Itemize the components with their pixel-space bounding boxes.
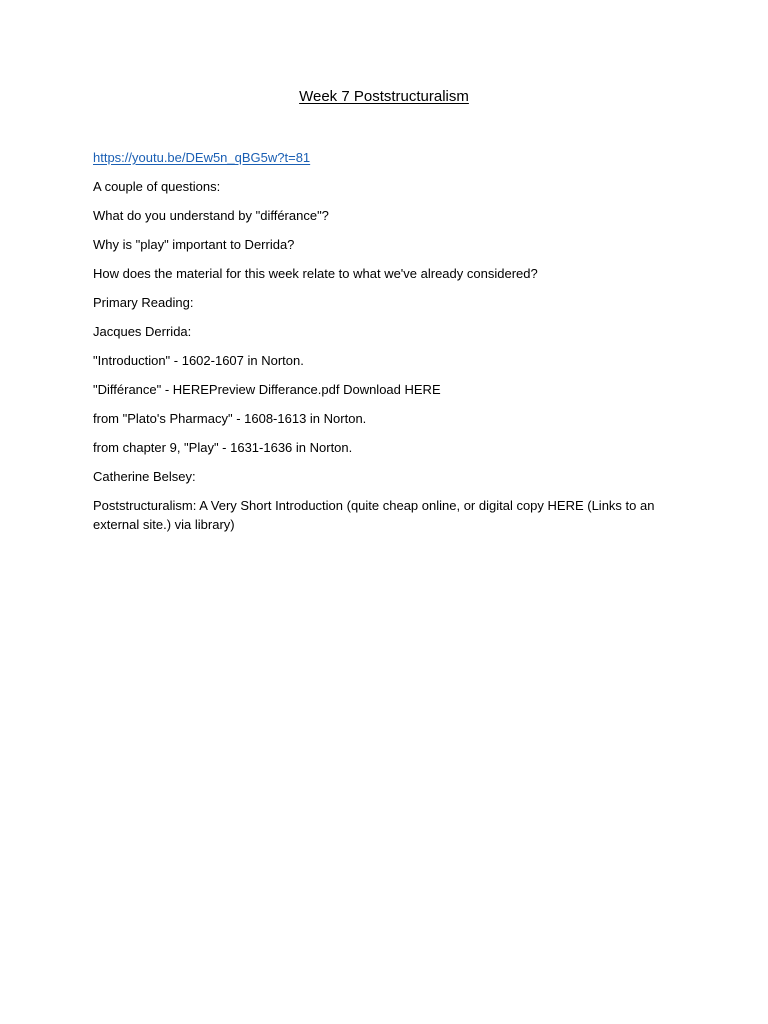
- paragraph-chapter-9: from chapter 9, "Play" - 1631-1636 in Norton.: [93, 440, 353, 455]
- paragraph-belsey: Catherine Belsey:: [93, 469, 196, 484]
- paragraph-differance-reading: "Différance" - HEREPreview Differance.pdf Download HERE: [93, 382, 441, 397]
- video-link[interactable]: https://youtu.be/DEw5n_qBG5w?t=81: [93, 150, 311, 165]
- paragraph-introduction: "Introduction" - 1602-1607 in Norton.: [93, 353, 304, 368]
- paragraph-question-differance: What do you understand by "différance"?: [93, 208, 329, 223]
- paragraph-video-link: [93, 148, 683, 167]
- paragraph-poststructuralism-book: Poststructuralism: A Very Short Introduction (quite cheap online, or digital copy HERE (Links to an external site.) via library): [93, 498, 655, 532]
- document-body: [93, 148, 683, 544]
- paragraph-question-material: How does the material for this week relate to what we've already considered?: [93, 266, 538, 281]
- paragraph-questions-intro: A couple of questions:: [93, 179, 221, 194]
- page-title: Week 7 Poststructuralism: [299, 88, 469, 105]
- paragraph-derrida: Jacques Derrida:: [93, 324, 192, 339]
- paragraph-primary-reading: Primary Reading:: [93, 295, 194, 310]
- paragraph-question-play: Why is "play" important to Derrida?: [93, 237, 295, 252]
- paragraph-platos-pharmacy: from "Plato's Pharmacy" - 1608-1613 in Norton.: [93, 411, 367, 426]
